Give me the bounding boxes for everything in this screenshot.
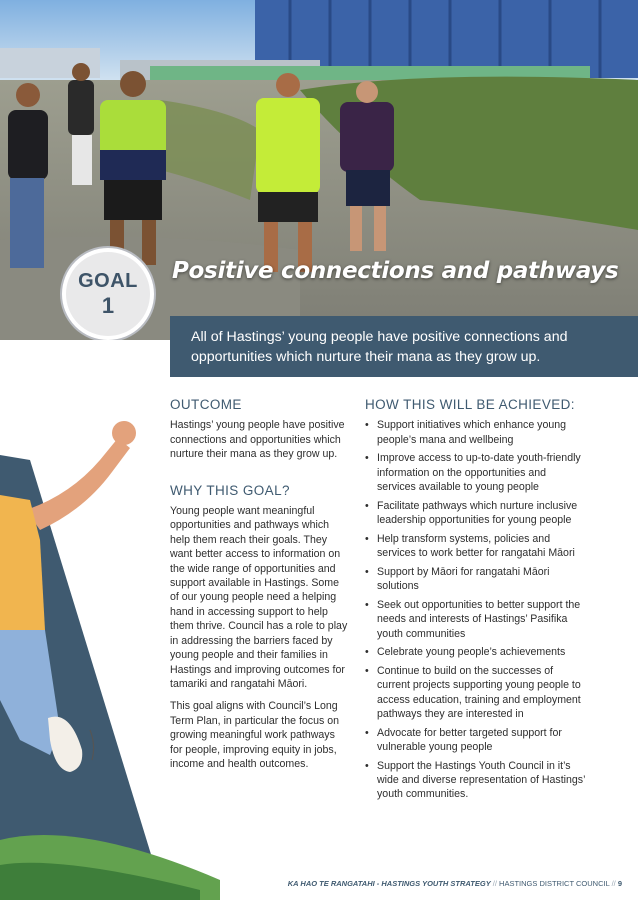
footer-council: HASTINGS DISTRICT COUNCIL (499, 879, 610, 888)
list-item: • Celebrate young people’s achievements (365, 645, 587, 659)
goal-badge (62, 248, 154, 340)
list-item: • Advocate for better targeted support for vulnerable young people (365, 726, 587, 755)
list-item: • Support by Māori for rangatahi Māori solutions (365, 565, 587, 594)
outcome-heading: OUTCOME (170, 397, 242, 412)
page-number: 9 (617, 879, 622, 888)
vision-banner: All of Hastings’ young people have positive connections and opportunities which nurture their mana as they grow up. (170, 316, 638, 377)
page-footer (288, 879, 622, 888)
list-item: • Facilitate pathways which nurture inclusive leadership opportunities for young people (365, 499, 587, 528)
footer-separator: // (490, 879, 500, 888)
why-paragraph-1: Young people want meaningful opportunities and pathways which help them reach their goals. They want better access to information on the wide range of opportunities and support available in Hastings. Some of our young people need a helping hand in accessing support to help them thrive. Council has a role to play in addressing the barriers faced by young people and their families in Hastings and improving outcomes for tamariki and rangatahi Māori. (170, 505, 348, 690)
raised-arm (26, 438, 130, 530)
footer-separator: // (609, 879, 618, 888)
goal-label: GOAL (78, 270, 138, 292)
goal-title: Positive connections and pathways (172, 258, 619, 284)
footer-doc-subtitle: - HASTINGS YOUTH STRATEGY (374, 879, 491, 888)
footer-doc-title: KA HAO TE RANGATAHI (287, 879, 375, 888)
right-column (365, 398, 587, 806)
how-list (365, 418, 587, 801)
list-item: • Support the Hastings Youth Council in it’s wide and diverse representation of Hastings’ youth communities. (365, 759, 587, 802)
hero-photo (0, 0, 638, 340)
how-heading: HOW THIS WILL BE ACHIEVED: (365, 397, 575, 412)
why-paragraph-2: This goal aligns with Council’s Long Term Plan, in particular the focus on growing meaningful work pathways for people, improving equity in jobs, income and health outcomes. (170, 700, 339, 770)
left-column (170, 398, 348, 771)
why-heading: WHY THIS GOAL? (170, 482, 290, 498)
list-item: • Help transform systems, policies and services to work better for rangatahi Māori (365, 532, 587, 561)
raised-fist (112, 421, 136, 445)
list-item: • Seek out opportunities to better support the needs and interests of Hastings’ Pasifika youth communities (365, 598, 587, 641)
outcome-text: Hastings’ young people have positive connections and opportunities which nurture their mana as they grow up. (170, 419, 345, 461)
goal-number: 1 (101, 293, 115, 318)
list-item: • Support initiatives which enhance young people’s mana and wellbeing (365, 418, 587, 447)
list-item: • Improve access to up-to-date youth-friendly information on the opportunities and services available to young people (365, 451, 587, 494)
list-item: • Continue to build on the successes of current projects supporting young people to access education, training and employment pathways they are interested in (365, 664, 587, 722)
